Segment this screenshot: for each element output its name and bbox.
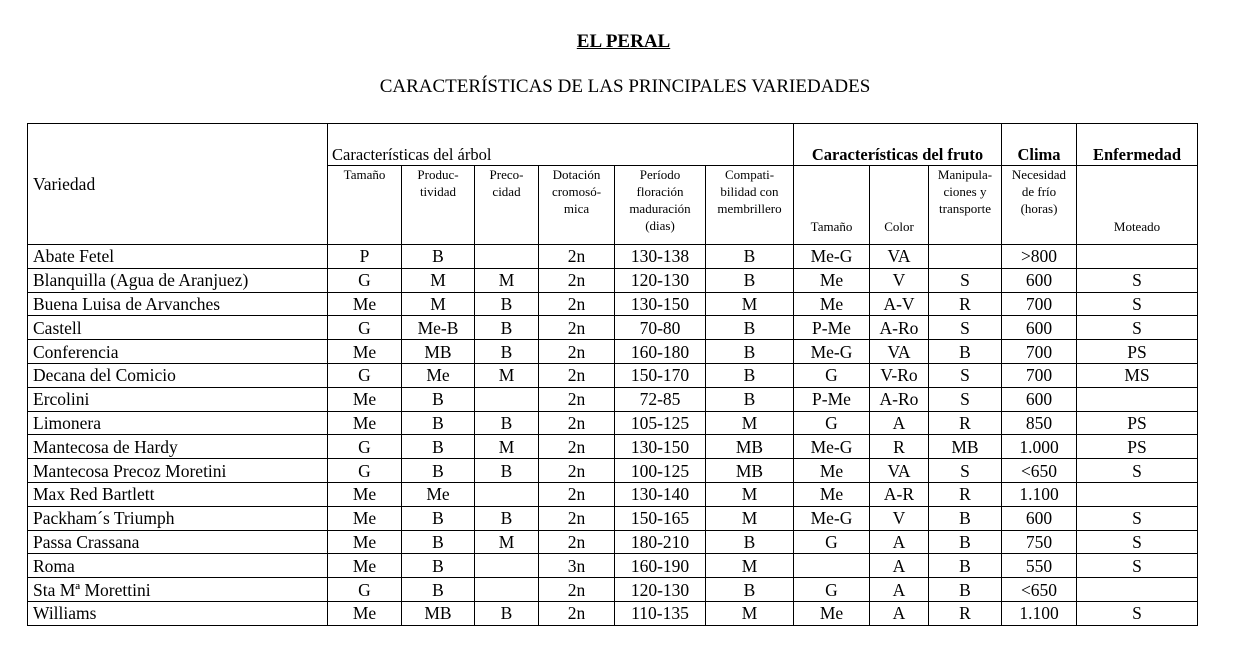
table-row xyxy=(28,363,1198,387)
table-cell: B xyxy=(402,435,475,459)
table-cell: 2n xyxy=(539,340,615,364)
table-cell: B xyxy=(475,411,539,435)
table-cell: B xyxy=(475,459,539,483)
table-cell: B xyxy=(706,340,794,364)
table-cell: R xyxy=(870,435,929,459)
table-cell: 1.100 xyxy=(1002,482,1077,506)
table-cell: M xyxy=(706,411,794,435)
table-cell: Me xyxy=(794,268,870,292)
table-row xyxy=(28,340,1198,364)
necesidad-frio-header: Necesidad de frío (horas) xyxy=(1002,166,1077,245)
table-cell: M xyxy=(475,530,539,554)
table-cell: 550 xyxy=(1002,554,1077,578)
table-cell: 105-125 xyxy=(615,411,706,435)
table-cell xyxy=(1077,245,1198,269)
variety-name-cell: Blanquilla (Agua de Aranjuez) xyxy=(28,268,328,292)
table-cell: S xyxy=(1077,268,1198,292)
varieties-table xyxy=(27,123,1198,626)
table-cell: B xyxy=(929,506,1002,530)
table-cell: 160-190 xyxy=(615,554,706,578)
table-row xyxy=(28,506,1198,530)
table-row xyxy=(28,459,1198,483)
table-cell: A xyxy=(870,530,929,554)
table-cell: M xyxy=(475,435,539,459)
compatibilidad-header: Compati- bilidad con membrillero xyxy=(706,166,794,245)
variety-name-cell: Sta Mª Morettini xyxy=(28,578,328,602)
table-cell: 130-150 xyxy=(615,292,706,316)
table-cell: S xyxy=(1077,530,1198,554)
productividad-header: Produc- tividad xyxy=(402,166,475,245)
table-cell: <650 xyxy=(1002,459,1077,483)
table-cell: Me-G xyxy=(794,245,870,269)
arbol-group-header: Características del árbol xyxy=(328,124,794,166)
table-cell: M xyxy=(475,363,539,387)
table-cell: S xyxy=(1077,459,1198,483)
table-cell: B xyxy=(475,601,539,625)
table-row xyxy=(28,292,1198,316)
table-cell: PS xyxy=(1077,435,1198,459)
tamano-fruto-header: Tamaño xyxy=(794,166,870,245)
table-cell: S xyxy=(929,363,1002,387)
variety-name-cell: Ercolini xyxy=(28,387,328,411)
table-cell xyxy=(475,245,539,269)
table-cell: S xyxy=(929,387,1002,411)
variedad-header: Variedad xyxy=(28,124,328,245)
table-cell: G xyxy=(328,363,402,387)
table-cell: VA xyxy=(870,459,929,483)
table-cell: MB xyxy=(706,435,794,459)
table-row xyxy=(28,554,1198,578)
document-title: EL PERAL xyxy=(576,31,671,52)
table-cell: 850 xyxy=(1002,411,1077,435)
table-cell xyxy=(475,387,539,411)
table-cell: 600 xyxy=(1002,506,1077,530)
table-body xyxy=(28,245,1198,626)
variety-name-cell: Conferencia xyxy=(28,340,328,364)
table-cell: M xyxy=(706,601,794,625)
table-cell: G xyxy=(794,530,870,554)
variety-name-cell: Castell xyxy=(28,316,328,340)
table-cell: 2n xyxy=(539,245,615,269)
table-cell: 600 xyxy=(1002,268,1077,292)
table-cell: 130-140 xyxy=(615,482,706,506)
table-cell: 600 xyxy=(1002,387,1077,411)
table-row xyxy=(28,530,1198,554)
table-cell: Me xyxy=(794,601,870,625)
table-cell: V xyxy=(870,506,929,530)
table-row xyxy=(28,482,1198,506)
table-cell: M xyxy=(402,292,475,316)
table-cell: A xyxy=(870,411,929,435)
table-cell: M xyxy=(402,268,475,292)
table-cell: G xyxy=(794,411,870,435)
table-cell: MS xyxy=(1077,363,1198,387)
table-cell: Me-G xyxy=(794,435,870,459)
variety-name-cell: Williams xyxy=(28,601,328,625)
table-cell: P-Me xyxy=(794,316,870,340)
table-cell: 2n xyxy=(539,316,615,340)
table-cell: MB xyxy=(929,435,1002,459)
table-cell: B xyxy=(402,530,475,554)
table-cell xyxy=(1077,482,1198,506)
table-cell: 130-150 xyxy=(615,435,706,459)
table-cell: 2n xyxy=(539,459,615,483)
variety-name-cell: Mantecosa de Hardy xyxy=(28,435,328,459)
variety-name-cell: Packham´s Triumph xyxy=(28,506,328,530)
table-cell: B xyxy=(402,411,475,435)
variety-name-cell: Limonera xyxy=(28,411,328,435)
table-cell: VA xyxy=(870,340,929,364)
table-cell: V xyxy=(870,268,929,292)
table-cell: Me xyxy=(402,363,475,387)
dotacion-header: Dotación cromosó- mica xyxy=(539,166,615,245)
table-cell: 2n xyxy=(539,268,615,292)
variety-name-cell: Passa Crassana xyxy=(28,530,328,554)
table-cell: 2n xyxy=(539,387,615,411)
table-cell: 120-130 xyxy=(615,268,706,292)
clima-group-header: Clima xyxy=(1002,124,1077,166)
table-cell: G xyxy=(328,316,402,340)
table-cell: B xyxy=(706,578,794,602)
table-cell: A xyxy=(870,601,929,625)
table-cell: 150-170 xyxy=(615,363,706,387)
table-cell: 2n xyxy=(539,411,615,435)
table-cell: S xyxy=(1077,554,1198,578)
table-cell: >800 xyxy=(1002,245,1077,269)
table-cell: G xyxy=(328,578,402,602)
table-cell: B xyxy=(929,578,1002,602)
table-cell: B xyxy=(475,316,539,340)
table-cell: 2n xyxy=(539,292,615,316)
table-cell: B xyxy=(402,578,475,602)
table-cell: B xyxy=(475,506,539,530)
table-cell: M xyxy=(706,292,794,316)
table-cell: A-Ro xyxy=(870,387,929,411)
table-row xyxy=(28,435,1198,459)
table-cell: 110-135 xyxy=(615,601,706,625)
table-cell: 700 xyxy=(1002,363,1077,387)
table-cell: 1.000 xyxy=(1002,435,1077,459)
table-cell: Me xyxy=(328,340,402,364)
table-cell: Me-B xyxy=(402,316,475,340)
variety-name-cell: Buena Luisa de Arvanches xyxy=(28,292,328,316)
table-cell: G xyxy=(328,268,402,292)
table-cell xyxy=(1077,387,1198,411)
fruto-group-header: Características del fruto xyxy=(794,124,1002,166)
table-cell: 120-130 xyxy=(615,578,706,602)
table-cell xyxy=(929,245,1002,269)
table-cell: P xyxy=(328,245,402,269)
variety-name-cell: Max Red Bartlett xyxy=(28,482,328,506)
variety-name-cell: Decana del Comicio xyxy=(28,363,328,387)
table-cell xyxy=(1077,578,1198,602)
table-cell: B xyxy=(929,554,1002,578)
table-cell: 750 xyxy=(1002,530,1077,554)
table-cell: 700 xyxy=(1002,292,1077,316)
table-cell: 2n xyxy=(539,578,615,602)
table-cell: Me xyxy=(328,601,402,625)
table-cell: S xyxy=(929,459,1002,483)
table-cell: M xyxy=(706,482,794,506)
table-cell: B xyxy=(706,245,794,269)
table-cell: S xyxy=(929,268,1002,292)
table-cell: Me-G xyxy=(794,506,870,530)
table-cell: Me xyxy=(328,506,402,530)
table-cell: MB xyxy=(402,340,475,364)
precocidad-header: Preco- cidad xyxy=(475,166,539,245)
table-cell: 2n xyxy=(539,363,615,387)
table-cell: A xyxy=(870,554,929,578)
table-cell: Me xyxy=(328,411,402,435)
table-cell: A xyxy=(870,578,929,602)
table-cell: B xyxy=(402,387,475,411)
table-cell: B xyxy=(402,459,475,483)
table-cell: M xyxy=(706,506,794,530)
table-cell: Me xyxy=(328,387,402,411)
table-cell: R xyxy=(929,482,1002,506)
table-row xyxy=(28,601,1198,625)
manipulaciones-header: Manipula- ciones y transporte xyxy=(929,166,1002,245)
table-row xyxy=(28,387,1198,411)
table-cell: B xyxy=(706,316,794,340)
table-cell: S xyxy=(1077,316,1198,340)
table-cell: B xyxy=(706,387,794,411)
table-cell: 180-210 xyxy=(615,530,706,554)
table-cell: 2n xyxy=(539,435,615,459)
table-cell: Me xyxy=(794,459,870,483)
table-cell: 100-125 xyxy=(615,459,706,483)
table-cell xyxy=(475,482,539,506)
table-cell xyxy=(475,578,539,602)
table-cell: 2n xyxy=(539,482,615,506)
table-cell: 700 xyxy=(1002,340,1077,364)
table-cell: MB xyxy=(706,459,794,483)
table-cell: M xyxy=(706,554,794,578)
table-cell: B xyxy=(706,530,794,554)
table-cell: G xyxy=(794,578,870,602)
table-row xyxy=(28,245,1198,269)
table-cell: G xyxy=(328,435,402,459)
table-cell: B xyxy=(475,292,539,316)
table-cell: G xyxy=(328,459,402,483)
table-cell: Me xyxy=(328,530,402,554)
table-cell: PS xyxy=(1077,340,1198,364)
table-cell: B xyxy=(929,340,1002,364)
table-cell: 2n xyxy=(539,601,615,625)
table-cell: 600 xyxy=(1002,316,1077,340)
table-cell: 150-165 xyxy=(615,506,706,530)
table-cell: 130-138 xyxy=(615,245,706,269)
periodo-header: Período floración maduración (dias) xyxy=(615,166,706,245)
table-cell: M xyxy=(475,268,539,292)
table-cell: 2n xyxy=(539,530,615,554)
table-cell: <650 xyxy=(1002,578,1077,602)
table-cell xyxy=(475,554,539,578)
table-cell: Me xyxy=(328,554,402,578)
table-cell: B xyxy=(402,245,475,269)
table-cell: R xyxy=(929,292,1002,316)
tamano-arbol-header: Tamaño xyxy=(328,166,402,245)
table-cell: 3n xyxy=(539,554,615,578)
table-row xyxy=(28,268,1198,292)
table-cell: B xyxy=(475,340,539,364)
variety-name-cell: Abate Fetel xyxy=(28,245,328,269)
table-cell: G xyxy=(794,363,870,387)
table-cell: A-R xyxy=(870,482,929,506)
variety-name-cell: Roma xyxy=(28,554,328,578)
table-row xyxy=(28,578,1198,602)
table-cell: 160-180 xyxy=(615,340,706,364)
table-cell: 70-80 xyxy=(615,316,706,340)
color-header: Color xyxy=(870,166,929,245)
table-cell: 72-85 xyxy=(615,387,706,411)
table-cell xyxy=(794,554,870,578)
table-cell: VA xyxy=(870,245,929,269)
table-cell: B xyxy=(402,554,475,578)
table-cell: P-Me xyxy=(794,387,870,411)
table-row xyxy=(28,411,1198,435)
table-cell: A-Ro xyxy=(870,316,929,340)
table-cell: PS xyxy=(1077,411,1198,435)
table-cell: S xyxy=(929,316,1002,340)
table-cell: V-Ro xyxy=(870,363,929,387)
table-cell: B xyxy=(706,268,794,292)
table-cell: Me xyxy=(402,482,475,506)
table-cell: B xyxy=(402,506,475,530)
table-cell: S xyxy=(1077,506,1198,530)
table-cell: 1.100 xyxy=(1002,601,1077,625)
table-cell: R xyxy=(929,601,1002,625)
table-cell: Me xyxy=(794,482,870,506)
document-subtitle: CARACTERÍSTICAS DE LAS PRINCIPALES VARIEDADES xyxy=(379,76,871,97)
moteado-header: Moteado xyxy=(1077,166,1198,245)
variety-name-cell: Mantecosa Precoz Moretini xyxy=(28,459,328,483)
table-cell: B xyxy=(706,363,794,387)
table-cell: Me-G xyxy=(794,340,870,364)
table-cell: Me xyxy=(794,292,870,316)
enfermedad-group-header: Enfermedad xyxy=(1077,124,1198,166)
table-cell: R xyxy=(929,411,1002,435)
table-cell: Me xyxy=(328,292,402,316)
table-cell: S xyxy=(1077,292,1198,316)
table-row xyxy=(28,316,1198,340)
table-cell: A-V xyxy=(870,292,929,316)
table-cell: Me xyxy=(328,482,402,506)
table-cell: B xyxy=(929,530,1002,554)
table-cell: MB xyxy=(402,601,475,625)
table-cell: 2n xyxy=(539,506,615,530)
table-cell: S xyxy=(1077,601,1198,625)
